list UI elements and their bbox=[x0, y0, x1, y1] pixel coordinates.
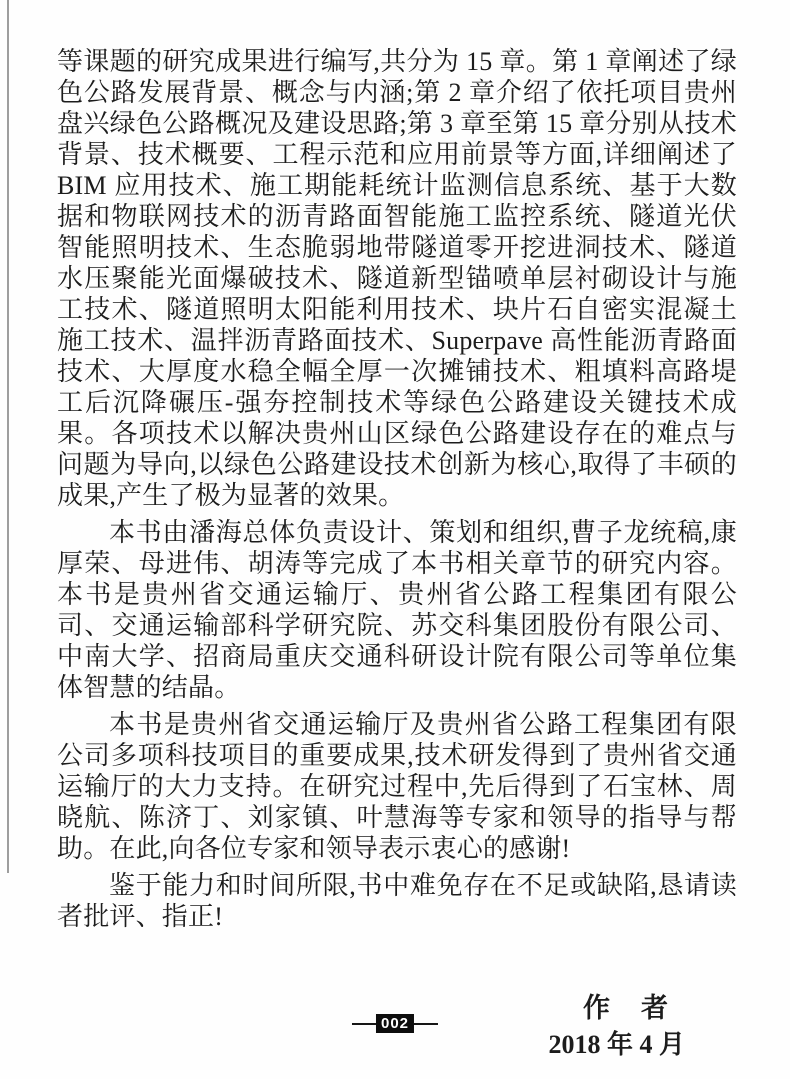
page-footer bbox=[352, 1014, 438, 1033]
signature-date: 2018 年 4 月 bbox=[548, 1030, 685, 1059]
preface-content bbox=[57, 46, 737, 1060]
preface-paragraph-4: 鉴于能力和时间所限,书中难免存在不足或缺陷,恳请读者批评、指正! bbox=[57, 871, 737, 931]
author-signature: 作 者 bbox=[583, 993, 670, 1023]
preface-paragraph-3: 本书是贵州省交通运输厅及贵州省公路工程集团有限公司多项科技项目的重要成果,技术研发得到了贵州省交通运输厅的大力支持。在研究过程中,先后得到了石宝林、周晓航、陈济丁、刘家镇、叶慧海等专家和领导的指导与帮助。在此,向各位专家和领导表示衷心的感谢! bbox=[57, 710, 737, 863]
footer-rule-right bbox=[414, 1023, 438, 1025]
page-number: 002 bbox=[376, 1014, 414, 1033]
preface-paragraph-2: 本书由潘海总体负责设计、策划和组织,曹子龙统稿,康厚荣、母进伟、胡涛等完成了本书相关章节的研究内容。本书是贵州省交通运输厅、贵州省公路工程集团有限公司、交通运输部科学研究院、苏交科集团股份有限公司、中南大学、招商局重庆交通科研设计院有限公司等单位集体智慧的结晶。 bbox=[57, 518, 737, 702]
preface-paragraph-1: 等课题的研究成果进行编写,共分为 15 章。第 1 章阐述了绿色公路发展背景、概念与内涵;第 2 章介绍了依托项目贵州盘兴绿色公路概况及建设思路;第 3 章至第 15 章分别从技术背景、技术概要、工程示范和应用前景等方面,详细阐述了 BIM 应用技术、施工期能耗统计监测信息系统、基于大数据和物联网技术的沥青路面智能施工监控系统、隧道光伏智能照明技术、生态脆弱地带隧道零开挖进洞技术、隧道水压聚能光面爆破技术、隧道新型锚喷单层衬砌设计与施工技术、隧道照明太阳能利用技术、块片石自密实混凝土施工技术、温拌沥青路面技术、Superpave 高性能沥青路面技术、大厚度水稳全幅全厚一次摊铺技术、粗填料高路堤工后沉降碾压-强夯控制技术等绿色公路建设关键技术成果。各项技术以解决贵州山区绿色公路建设存在的难点与问题为导向,以绿色公路建设技术创新为核心,取得了丰硕的成果,产生了极为显著的效果。 bbox=[57, 47, 737, 510]
scan-edge-artifact bbox=[7, 0, 9, 873]
footer-rule-left bbox=[352, 1023, 376, 1025]
